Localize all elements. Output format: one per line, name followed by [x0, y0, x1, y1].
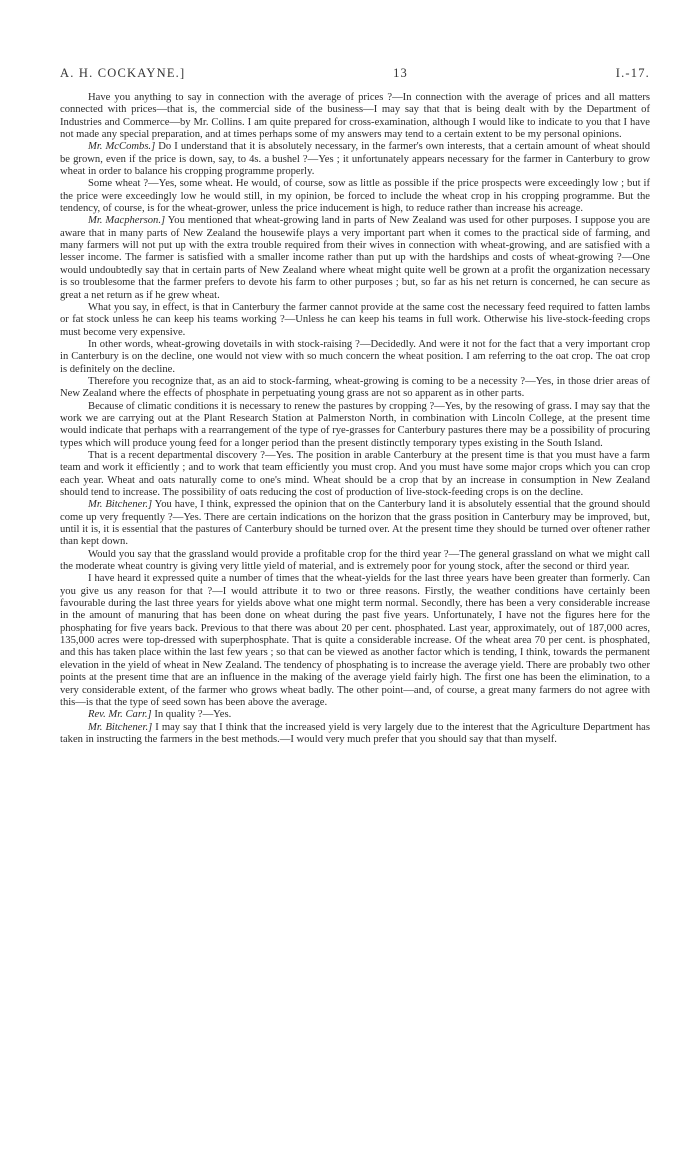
paragraph — [60, 215, 650, 301]
paragraph-text: Some wheat ?—Yes, some wheat. He would, of course, sow as little as possible if the price prospects were exceedingly low ; but if the price were exceedingly low he would still, in my opinion, be forced to include the wheat crop in his cropping programme. But the tendency, of course, is for the wheat-grower, unless the price inducement is high, to reduce rather than increase his acreage. — [60, 178, 650, 215]
paragraph-text: In quality ?—Yes. — [151, 709, 232, 721]
paragraph-text: What you say, in effect, is that in Canterbury the farmer cannot provide at the same cost the necessary feed required to fatten lambs or fat stock unless he can keep his teams working ?—Unless he can keep his teams in full work. Otherwise his live-stock-feeding crops must become very expensive. — [60, 301, 650, 338]
paragraph-text: You mentioned that wheat-growing land in parts of New Zealand was used for other purposes. I suppose you are aware that in many parts of New Zealand the housewife plays a very important part when it comes to the practical side of farming, and many farmers will not put up with the extra trouble required from their wives in connection with wheat-growing, and are satisfied with a lesser income. The farmer is satisfied with a smaller income rather than put up with the hardships and costs of wheat-growing ?—One would undoubtedly say that in certain parts of New Zealand where wheat might quite well be grown at a profit the organization necessary is so troublesome that the farmer prefers to devote his farm to other purposes ; but, so far as his net return is concerned, he can secure as great a net return as if he grew wheat. — [60, 215, 650, 301]
paragraph — [60, 722, 650, 747]
speaker-label: Rev. Mr. Carr.] — [88, 709, 152, 721]
speaker-label: Mr. McCombs.] — [88, 141, 156, 153]
paragraph — [60, 709, 650, 721]
speaker-label: Mr. Bitchener.] — [88, 721, 153, 733]
paragraph — [60, 401, 650, 450]
paragraph-text: I have heard it expressed quite a number of times that the wheat-yields for the last three years have been greater than formerly. Can you give us any reason for that ?—I would attribute it to two or three reasons. Firstly, the weather conditions have certainly been favourable during the last three years for yields above what one might term normal. Secondly, there has been a very considerable increase in the amount of manuring that has been done on wheat during the past five years. Unfortunately, I have not the figures here for the phosphating for five years back. Previous to that there was about 20 per cent. phosphated. Last year, approximately, out of 187,000 acres, 135,000 acres were top-dressed with superphosphate. That is quite a considerable increase. Of the wheat area 70 per cent. is phosphated, and this has taken place within the last few years ; so that can be viewed as another factor which is tending, I think, towards the permanent elevation in the yield of wheat in New Zealand. The tendency of phosphating is to increase the average yield. There are probably two other points at the present time that are an influence in the making of the average yield fairly high. The first one has been the elimination, to a very considerable extent, of the farmer who grows wheat badly. The other point—and, of course, a great many farmers do not agree with this—is that the type of seed sown has been above the average. — [60, 573, 650, 708]
speaker-label: Mr. Macpherson.] — [88, 215, 166, 227]
paragraph-text: Therefore you recognize that, as an aid to stock-farming, wheat-growing is coming to be a necessity ?—Yes, in those drier areas of New Zealand where the effects of phosphate in perpetuating young grass are not so apparent as in other parts. — [60, 375, 650, 400]
paragraph — [60, 376, 650, 401]
speaker-label: Mr. Bitchener.] — [88, 499, 153, 511]
paragraph — [60, 573, 650, 709]
paragraph — [60, 141, 650, 178]
paragraph — [60, 178, 650, 215]
paragraph — [60, 499, 650, 548]
paragraph-text: I may say that I think that the increased yield is very largely due to the interest that the Agriculture Department has taken in instructing the farmers in the best methods.—I would very much prefer that you should say that than myself. — [60, 721, 650, 745]
page-number: 13 — [393, 66, 408, 80]
paragraph-text: In other words, wheat-growing dovetails in with stock-raising ?—Decidedly. And were it not for the fact that a very important crop in Canterbury is on the decline, one would not view with so much concern the wheat position. I am referring to the oat crop. The oat crop is definitely on the decline. — [60, 338, 650, 375]
paragraph — [60, 92, 650, 141]
paragraph — [60, 450, 650, 499]
paper-reference: I.-17. — [615, 66, 650, 80]
paragraph — [60, 549, 650, 574]
paragraph-text: Would you say that the grassland would provide a profitable crop for the third year ?—The general grassland on what we might call the moderate wheat country is giving very little yield of material, and is extremely poor for young stock, after the second or third year. — [60, 548, 650, 573]
paragraph-text: You have, I think, expressed the opinion that on the Canterbury land it is absolutely essential that the ground should come up very frequently ?—Yes. There are certain indications on the horizon that the grass position in Canterbury may be improved, but, until it is, it is essential that the pastures of Canterbury should be turned over. At the present time they should be turned over oftener rather than kept down. — [60, 499, 650, 548]
paragraph-text: Do I understand that it is absolutely necessary, in the farmer's own interests, that a certain amount of wheat should be grown, even if the price is down, say, to 4s. a bushel ?—Yes ; it unfortunately appears necessary for the farmer in Canterbury to grow wheat in order to balance his cropping programme properly. — [60, 141, 650, 178]
paragraph-text: Because of climatic conditions it is necessary to renew the pastures by cropping ?—Yes, by the resowing of grass. I may say that the work we are carrying out at the Plant Research Station at Palmerston North, in combination with Lincoln College, at the present time would indicate that perhaps with a rearrangement of the type of rye-grasses for Canterbury pastures there may be a possibility of procuring types which will produce young feed for a longer period than the present distinctly temporary types existing in the South Island. — [60, 400, 650, 449]
header-witness-name: A. H. COCKAYNE.] — [60, 66, 186, 80]
paragraph-text: That is a recent departmental discovery ?—Yes. The position in arable Canterbury at the present time is that you must have a farm team and work it efficiently ; and to work that team efficiently you must crop. And you must have some major crops which you can crop each year. Wheat and oats naturally come to one's mind. Wheat should be a crop that by an increase in consumption in New Zealand should tend to increase. The possibility of oats reducing the cost of production of live-stock-feeding crops is on the decline. — [60, 449, 650, 498]
running-head — [60, 66, 650, 81]
paragraph-text: Have you anything to say in connection with the average of prices ?—In connection with the average of prices and all matters connected with prices—that is, the commercial side of the business—I may say that that is being dealt with by the Department of Industries and Commerce—by Mr. Collins. I am quite prepared for cross-examination, although I would like to indicate to you that I have not made any special preparation, and at times perhaps some of my answers may tend to a certain extent to be my personal opinions. — [60, 92, 650, 141]
paragraph — [60, 302, 650, 339]
paragraph — [60, 339, 650, 376]
body-text — [60, 92, 650, 746]
